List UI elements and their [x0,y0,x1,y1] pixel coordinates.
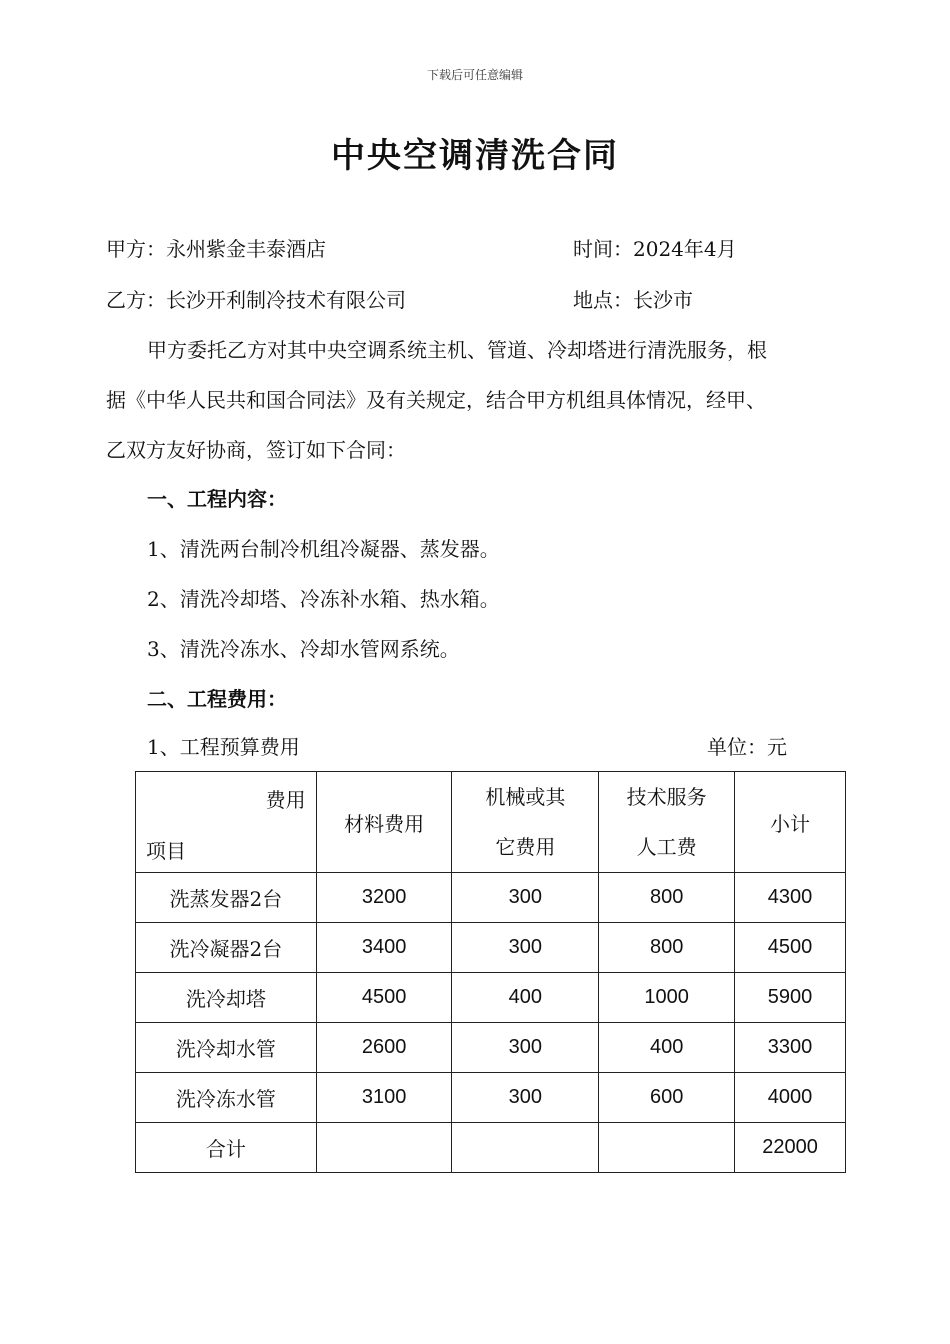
row-machine: 300 [452,1023,599,1073]
work-item-3: 3、清洗冷冻水、冷却水管网系统。 [147,637,460,661]
header-labor-line-2: 人工费 [636,835,697,859]
row-item: 洗冷却塔 [136,973,317,1023]
contract-location: 地点：长沙市 [573,288,693,312]
row-machine: 400 [452,973,599,1023]
intro-line-2: 据《中华人民共和国合同法》及有关规定，结合甲方机组具体情况，经甲、 [106,388,766,412]
intro-line-3: 乙双方友好协商，签订如下合同： [106,438,406,462]
row-subtotal: 5900 [735,973,846,1023]
row-machine: 300 [452,1073,599,1123]
row-subtotal: 4300 [735,873,846,923]
table-total-row [136,1123,846,1173]
row-material: 2600 [316,1023,452,1073]
row-material: 3200 [316,873,452,923]
row-item: 洗冷却水管 [136,1023,317,1073]
header-fee-label: 费用 [265,788,306,812]
empty-cell [599,1123,735,1173]
work-item-2: 2、清洗冷却塔、冷冻补水箱、热水箱。 [147,587,500,611]
table-row [136,923,846,973]
row-labor: 400 [599,1023,735,1073]
row-item: 洗冷冻水管 [136,1073,317,1123]
budget-label: 1、工程预算费用 [147,735,300,759]
row-machine: 300 [452,873,599,923]
total-label: 合计 [136,1123,317,1173]
total-value: 22000 [735,1123,846,1173]
contract-time: 时间：2024年4月 [573,237,737,261]
row-subtotal: 3300 [735,1023,846,1073]
row-labor: 800 [599,923,735,973]
section-1-heading: 一、工程内容： [147,487,287,511]
empty-cell [452,1123,599,1173]
header-item-label: 项目 [146,839,186,863]
row-material: 4500 [316,973,452,1023]
fee-table [135,771,846,1173]
row-material: 3400 [316,923,452,973]
work-item-1: 1、清洗两台制冷机组冷凝器、蒸发器。 [147,537,500,561]
table-row [136,1073,846,1123]
row-labor: 800 [599,873,735,923]
header-labor [599,772,735,873]
row-item: 洗冷凝器2台 [136,923,317,973]
table-row [136,1023,846,1073]
header-machine-line-1: 机械或其 [485,785,566,809]
header-machine-line-2: 它费用 [495,835,556,859]
table-row [136,873,846,923]
row-labor: 600 [599,1073,735,1123]
document-title: 中央空调清洗合同 [331,136,619,176]
table-header-row [136,772,846,873]
row-item: 洗蒸发器2台 [136,873,317,923]
empty-cell [316,1123,452,1173]
row-labor: 1000 [599,973,735,1023]
header-subtotal: 小计 [735,772,846,873]
row-machine: 300 [452,923,599,973]
row-subtotal: 4000 [735,1073,846,1123]
header-diagonal-cell [136,772,317,873]
header-labor-line-1: 技术服务 [626,785,707,809]
section-2-heading: 二、工程费用： [147,687,287,711]
unit-label: 单位：元 [707,735,787,759]
header-material: 材料费用 [316,772,452,873]
table-row [136,973,846,1023]
page-header-note: 下载后可任意编辑 [426,68,523,82]
party-b: 乙方：长沙开利制冷技术有限公司 [106,288,406,312]
row-subtotal: 4500 [735,923,846,973]
row-material: 3100 [316,1073,452,1123]
header-machine [452,772,599,873]
party-a: 甲方：永州紫金丰泰酒店 [106,237,326,261]
intro-line-1: 甲方委托乙方对其中央空调系统主机、管道、冷却塔进行清洗服务，根 [147,338,767,362]
